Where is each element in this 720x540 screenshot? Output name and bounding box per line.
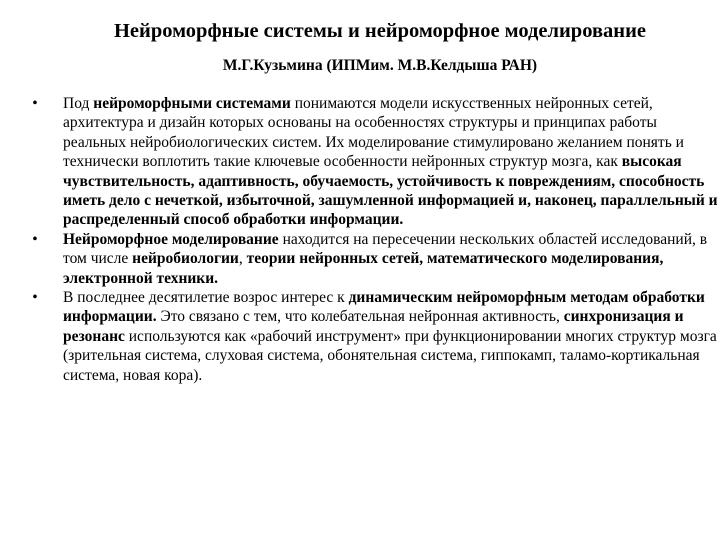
bullet-segment-bold: Нейроморфное моделирование [63, 230, 279, 248]
bullet-segment: понимаются модели искусственных нейронных сетей, архитектура и дизайн которых основаны на особенностях структуры и принципах работы реальных нейробиологических систем. Их моделирование стимулировано желанием понять и технически воплотить такие ключевые особенности нейронных структур мозга, как [63, 95, 684, 171]
bullet-item [28, 94, 718, 230]
bullet-text [63, 231, 707, 287]
bullet-dot-icon: • [32, 289, 38, 307]
bullet-segment-bold: динамическим нейроморфным методам обработки информации. [63, 289, 705, 326]
bullet-segment: В последнее десятилетие возрос интерес к [63, 289, 349, 307]
slide-title: Нейроморфные системы и нейроморфное моделирование [113, 20, 646, 42]
bullet-item [28, 288, 718, 385]
bullet-segment-bold: нейробиологии [132, 250, 239, 268]
bullet-text [63, 289, 717, 384]
bullet-dot-icon: • [32, 95, 38, 112]
bullet-segment-bold: высокая чувствительность, адаптивность, обучаемость, устойчивость к повреждениям, способность иметь дело с нечеткой, избыточной, зашумленной информацией и, наконец, параллельный и распределенный способ обработки информации. [63, 153, 718, 229]
bullet-segment: используются как «рабочий инструмент» при функционировании многих структур мозга (зрительная система, слуховая система, обонятельная система, гиппокамп, таламо-кортикальная система, новая кора). [63, 327, 717, 384]
bullet-item [28, 230, 718, 288]
slide-author: М.Г.Кузьмина (ИПМим. М.В.Келдыша РАН) [222, 57, 538, 74]
bullet-segment: Под [63, 95, 94, 112]
bullet-segment: , [238, 250, 247, 268]
bullet-text [63, 95, 718, 228]
bullet-dot-icon: • [32, 230, 38, 248]
bullet-segment-bold: теории нейронных сетей, математического моделирования, электронной техники. [63, 250, 664, 287]
bullet-segment-bold: синхронизация и резонанс [63, 308, 684, 345]
bullet-segment-bold: нейроморфными системами [93, 95, 291, 112]
bullet-list [28, 94, 718, 385]
bullet-segment: находится на пересечении нескольких областей исследований, в том числе [63, 230, 708, 268]
bullet-segment: Это связано с тем, что колебательная нейронная активность, [156, 308, 564, 326]
